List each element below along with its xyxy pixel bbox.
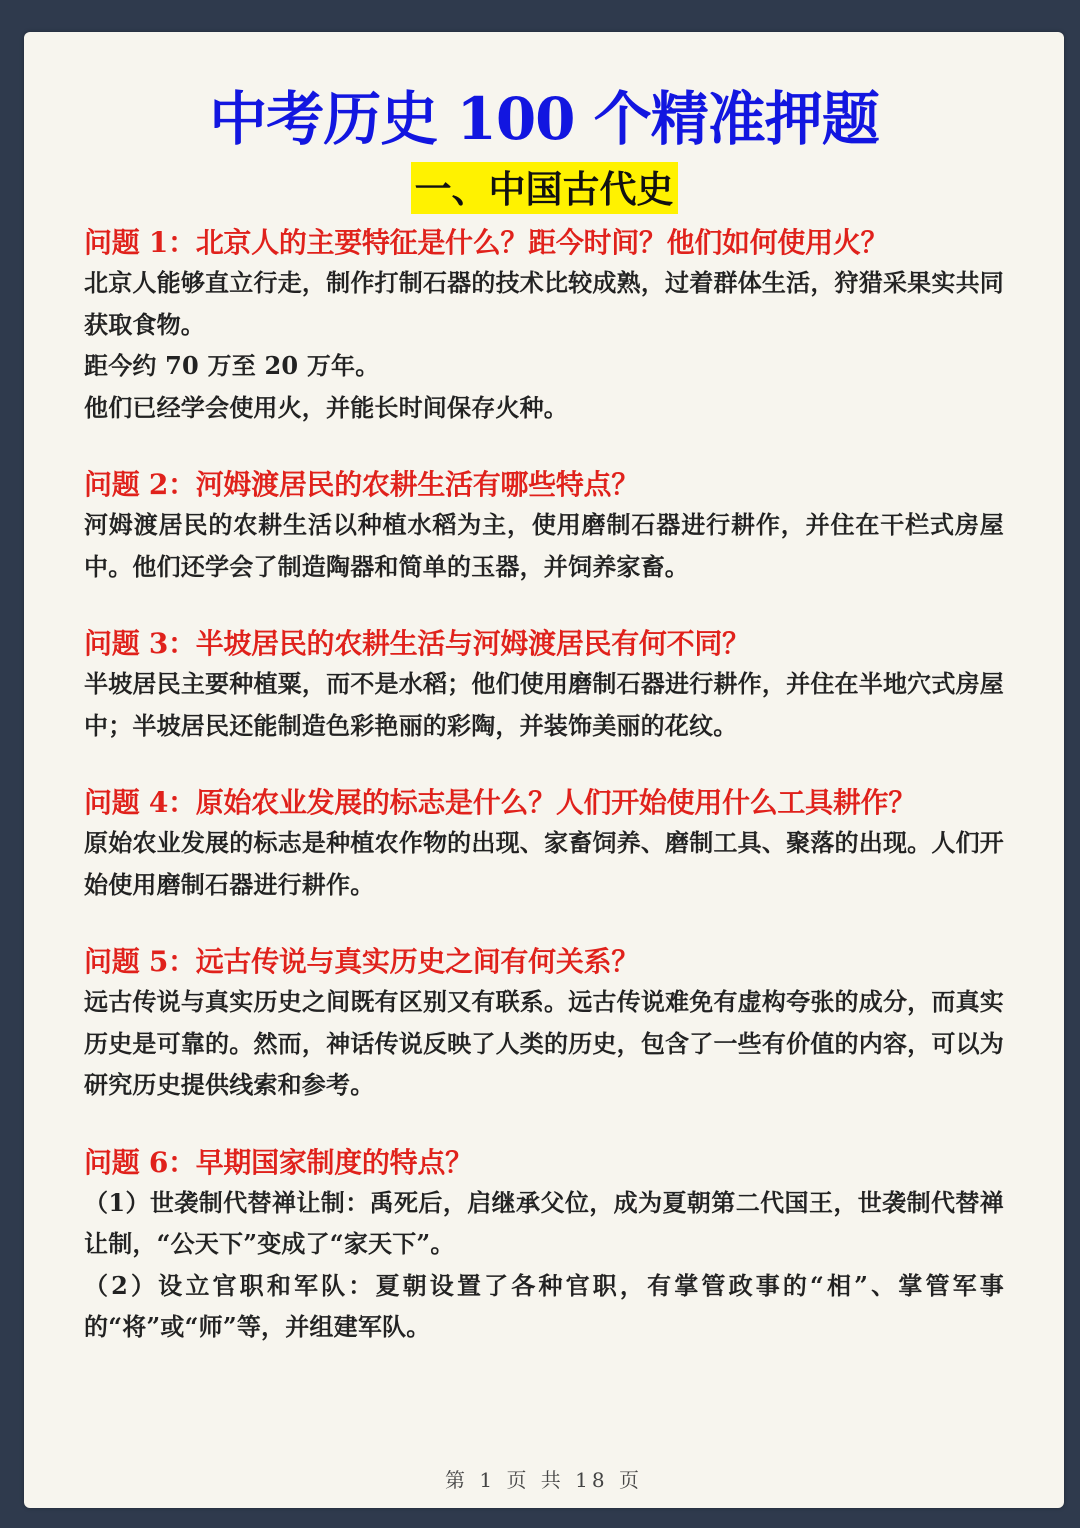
question-text: 问题 6：早期国家制度的特点？ — [84, 1145, 473, 1179]
answer-paragraph: 半坡居民主要种植粟，而不是水稻；他们使用磨制石器进行耕作，并住在半地穴式房屋中；半坡居民还能制造色彩艳丽的彩陶，并装饰美丽的花纹。 — [84, 669, 1004, 740]
section-heading: 一、中国古代史 — [411, 162, 678, 214]
page-title: 中考历史 100 个精准押题 — [209, 85, 879, 153]
document-page — [24, 32, 1064, 1508]
qa-item-4 — [84, 784, 1004, 905]
question-text: 问题 1：北京人的主要特征是什么？距今时间？他们如何使用火？ — [84, 226, 889, 259]
qa-list — [84, 224, 1004, 1386]
answer-paragraph: 他们已经学会使用火，并能长时间保存火种。 — [84, 392, 568, 422]
section-heading-wrap — [24, 162, 1064, 214]
answer-text — [84, 822, 1004, 905]
answer-text — [84, 663, 1004, 746]
qa-item-3 — [84, 625, 1004, 746]
answer-paragraph: （1）世袭制代替禅让制：禹死后，启继承父位，成为夏朝第二代国王，世袭制代替禅让制，“公天下”变成了“家天下”。 — [84, 1187, 1004, 1258]
answer-text — [84, 504, 1004, 587]
qa-item-6 — [84, 1144, 1004, 1348]
answer-paragraph: 原始农业发展的标志是种植农作物的出现、家畜饲养、磨制工具、聚落的出现。人们开始使用磨制石器进行耕作。 — [84, 828, 1004, 899]
answer-paragraph: 远古传说与真实历史之间既有区别又有联系。远古传说难免有虚构夸张的成分，而真实历史是可靠的。然而，神话传说反映了人类的历史，包含了一些有价值的内容，可以为研究历史提供线索和参考。 — [84, 987, 1004, 1099]
answer-text — [84, 1182, 1004, 1348]
answer-paragraph: 距今约 70 万至 20 万年。 — [84, 351, 380, 380]
answer-paragraph: （2）设立官职和军队：夏朝设置了各种官职，有掌管政事的“相”、掌管军事的“将”或“师”等，并组建军队。 — [84, 1270, 1004, 1341]
answer-paragraph: 北京人能够直立行走，制作打制石器的技术比较成熟，过着群体生活，狩猎采果实共同获取食物。 — [84, 268, 1004, 339]
page-number: 第 1 页 共 18 页 — [445, 1468, 643, 1492]
question-text: 问题 3：半坡居民的农耕生活与河姆渡居民有何不同？ — [84, 627, 750, 660]
qa-item-2 — [84, 466, 1004, 587]
question-text: 问题 2：河姆渡居民的农耕生活有哪些特点？ — [84, 468, 639, 501]
qa-item-1 — [84, 224, 1004, 428]
qa-item-5 — [84, 943, 1004, 1106]
question-text: 问题 5：远古传说与真实历史之间有何关系？ — [84, 945, 639, 978]
question-text: 问题 4：原始农业发展的标志是什么？人们开始使用什么工具耕作？ — [84, 786, 916, 819]
answer-text — [84, 262, 1004, 428]
answer-text — [84, 981, 1004, 1106]
answer-paragraph: 河姆渡居民的农耕生活以种植水稻为主，使用磨制石器进行耕作，并住在干栏式房屋中。他们还学会了制造陶器和简单的玉器，并饲养家畜。 — [84, 510, 1004, 581]
